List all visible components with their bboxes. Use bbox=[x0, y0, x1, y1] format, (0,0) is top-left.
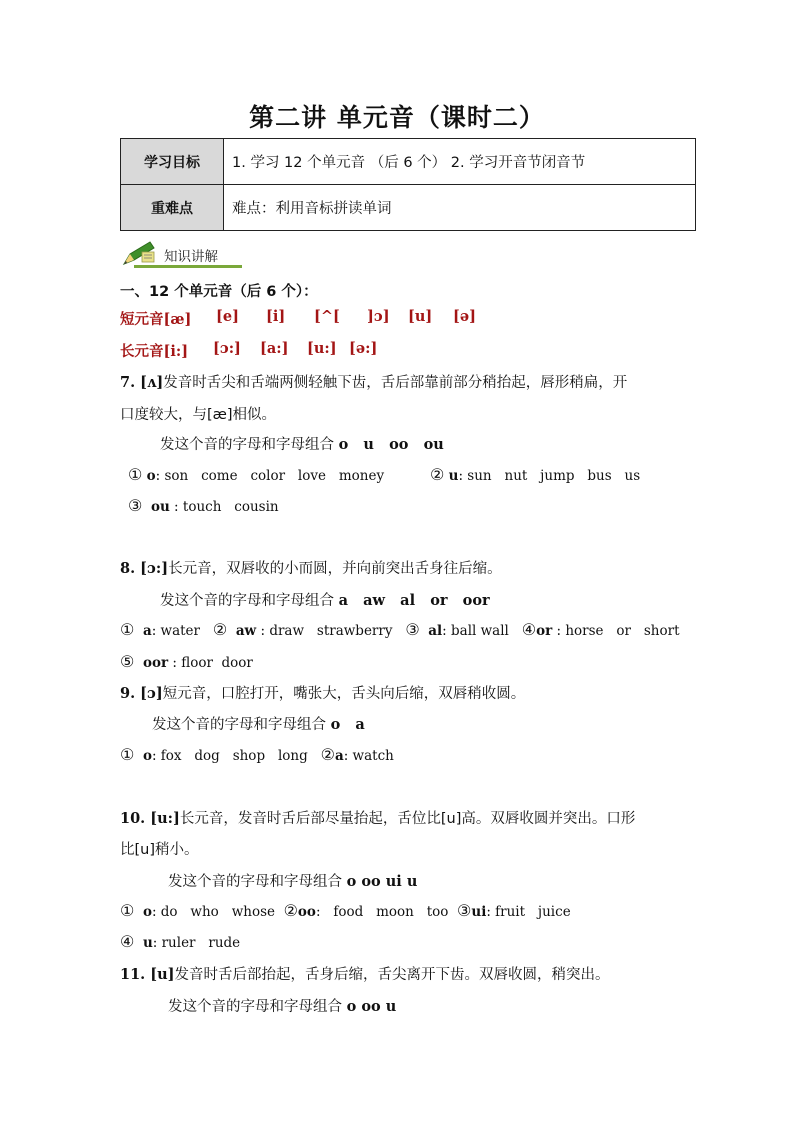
badge-label: 知识讲解 bbox=[164, 249, 218, 265]
combo-letters: o u oo ou bbox=[338, 436, 444, 453]
difficulty-value: 难点：利用音标拼读单词 bbox=[224, 185, 696, 231]
example-words: : touch cousin bbox=[169, 499, 279, 515]
example-words: : food moon too bbox=[315, 904, 449, 920]
table-row bbox=[121, 139, 696, 185]
table-row bbox=[121, 185, 696, 231]
vowel-item: [e] bbox=[216, 308, 239, 325]
item-7-examples-1 bbox=[128, 465, 384, 484]
example-number: ⑤ bbox=[120, 652, 135, 671]
item-9-text: 短元音，口腔打开，嘴张大，舌头向后缩，双唇稍收圆。 bbox=[162, 686, 526, 702]
difficulty-label: 重难点 bbox=[121, 185, 224, 231]
item-11-line-1 bbox=[120, 963, 610, 984]
example-key: u bbox=[448, 468, 459, 484]
item-10-examples-1 bbox=[120, 901, 571, 920]
item-10-text: 长元音，发音时舌后部尽量抬起，舌位比[u]高。双唇收圆并突出。口形 bbox=[179, 811, 636, 827]
item-7-combo bbox=[160, 433, 444, 454]
item-8-combo bbox=[160, 589, 490, 610]
combo-prefix: 发这个音的字母和字母组合 bbox=[160, 437, 334, 453]
item-7-text: 发音时舌尖和舌端两侧轻触下齿，舌后部靠前部分稍抬起，唇形稍扁，开 bbox=[163, 375, 628, 391]
example-key: o bbox=[146, 468, 156, 484]
item-8-examples-2 bbox=[120, 652, 253, 671]
item-10-number: 10. [u:] bbox=[120, 810, 180, 827]
example-number: ④ bbox=[521, 620, 537, 639]
example-key: oo bbox=[297, 904, 316, 920]
vowel-item: [æ] bbox=[163, 311, 192, 328]
example-words: : floor door bbox=[168, 655, 253, 671]
example-words: : horse or short bbox=[552, 623, 680, 639]
vowel-item: [a:] bbox=[260, 340, 289, 357]
item-7-symbol: ʌ bbox=[147, 374, 157, 391]
example-number: ① bbox=[120, 620, 135, 639]
example-number: ② bbox=[430, 465, 445, 484]
example-number: ③ bbox=[128, 496, 143, 515]
item-7-number: 7. [ bbox=[120, 374, 148, 391]
combo-letters: o oo ui u bbox=[346, 873, 418, 890]
example-words: : son come color love money bbox=[155, 468, 385, 484]
example-words: : do who whose bbox=[151, 904, 275, 920]
vowel-item: [ə:] bbox=[349, 340, 378, 357]
item-9-line-1 bbox=[120, 682, 525, 703]
item-11-text: 发音时舌后部抬起，舌身后缩，舌尖离开下齿。双唇收圆，稍突出。 bbox=[174, 967, 610, 983]
item-10-combo bbox=[168, 870, 417, 891]
example-key: a bbox=[142, 623, 152, 639]
item-7-bracket: ] bbox=[156, 374, 164, 391]
example-words: : draw strawberry bbox=[256, 623, 393, 639]
item-9-examples bbox=[120, 745, 394, 764]
example-key: o bbox=[142, 904, 152, 920]
combo-prefix: 发这个音的字母和字母组合 bbox=[168, 874, 342, 890]
combo-letters: o a bbox=[330, 716, 365, 733]
vowel-item: [ə] bbox=[453, 308, 476, 325]
example-words: : watch bbox=[343, 748, 394, 764]
example-key: aw bbox=[235, 623, 257, 639]
long-vowel-row bbox=[120, 340, 378, 361]
badge-underline bbox=[134, 265, 242, 268]
example-key: u bbox=[142, 935, 153, 951]
item-11-number: 11. [u] bbox=[120, 966, 175, 983]
vowel-item: ]ɔ] bbox=[367, 308, 390, 325]
example-key: a bbox=[334, 748, 344, 764]
item-9-symbol: ɔ bbox=[147, 685, 156, 702]
example-key: al bbox=[428, 623, 443, 639]
vowel-item: [^[ bbox=[314, 308, 340, 325]
item-8-line-1 bbox=[120, 557, 502, 578]
item-8-text: 长元音，双唇收的小而圆，并向前突出舌身往后缩。 bbox=[168, 561, 502, 577]
item-10-line-2: 比[u]稍小。 bbox=[120, 842, 199, 858]
example-words: : fox dog shop long bbox=[151, 748, 308, 764]
vowel-item: [ɔ:] bbox=[213, 340, 241, 357]
knowledge-badge bbox=[120, 240, 244, 268]
goal-value: 1. 学习 12 个单元音 （后 6 个） 2. 学习开音节闭音节 bbox=[224, 139, 696, 185]
short-vowel-label: 短元音 bbox=[120, 312, 164, 328]
example-key: ui bbox=[471, 904, 487, 920]
vowel-item: [i:] bbox=[163, 343, 189, 360]
combo-letters: o oo u bbox=[346, 998, 397, 1015]
combo-prefix: 发这个音的字母和字母组合 bbox=[152, 717, 326, 733]
item-9-combo bbox=[152, 713, 365, 734]
example-number: ② bbox=[283, 901, 298, 920]
item-7-examples-3 bbox=[128, 496, 279, 515]
example-words: : fruit juice bbox=[486, 904, 571, 920]
info-table bbox=[120, 138, 696, 231]
example-words: : ball wall bbox=[442, 623, 509, 639]
example-number: ③ bbox=[405, 620, 420, 639]
item-9-number: 9. [ bbox=[120, 685, 148, 702]
example-number: ① bbox=[120, 901, 135, 920]
vowel-item: [i] bbox=[266, 308, 286, 325]
item-8-examples-1 bbox=[120, 620, 680, 639]
item-9-bracket: ] bbox=[155, 685, 163, 702]
item-7-examples-2 bbox=[430, 465, 640, 484]
pencil-icon bbox=[122, 240, 156, 266]
example-key: o bbox=[142, 748, 152, 764]
item-8-number: 8. [ɔ:] bbox=[120, 560, 169, 577]
example-key: ou bbox=[150, 499, 170, 515]
item-7-line-2: 口度较大，与[æ]相似。 bbox=[120, 407, 277, 423]
example-number: ① bbox=[120, 745, 135, 764]
example-number: ③ bbox=[457, 901, 472, 920]
example-words: : water bbox=[151, 623, 200, 639]
item-11-combo bbox=[168, 995, 396, 1016]
example-number: ④ bbox=[120, 932, 135, 951]
item-7-line-1 bbox=[120, 371, 627, 392]
combo-prefix: 发这个音的字母和字母组合 bbox=[168, 999, 342, 1015]
short-vowel-row bbox=[120, 308, 476, 329]
example-number: ① bbox=[128, 465, 143, 484]
example-words: : ruler rude bbox=[152, 935, 241, 951]
item-10-line-1 bbox=[120, 807, 635, 828]
example-number: ② bbox=[212, 620, 228, 639]
combo-letters: a aw al or oor bbox=[338, 592, 490, 609]
example-words: : sun nut jump bus us bbox=[458, 468, 641, 484]
vowel-item: [u:] bbox=[307, 340, 337, 357]
item-10-examples-2 bbox=[120, 932, 240, 951]
goal-label: 学习目标 bbox=[121, 139, 224, 185]
long-vowel-label: 长元音 bbox=[120, 344, 164, 360]
vowel-item: [u] bbox=[408, 308, 433, 325]
page-title: 第二讲 单元音（课时二） bbox=[249, 103, 545, 132]
section-heading: 一、12 个单元音（后 6 个）： bbox=[120, 284, 318, 300]
example-number: ② bbox=[320, 745, 335, 764]
combo-prefix: 发这个音的字母和字母组合 bbox=[160, 593, 334, 609]
example-key: oor bbox=[142, 655, 169, 671]
example-key: or bbox=[536, 623, 553, 639]
